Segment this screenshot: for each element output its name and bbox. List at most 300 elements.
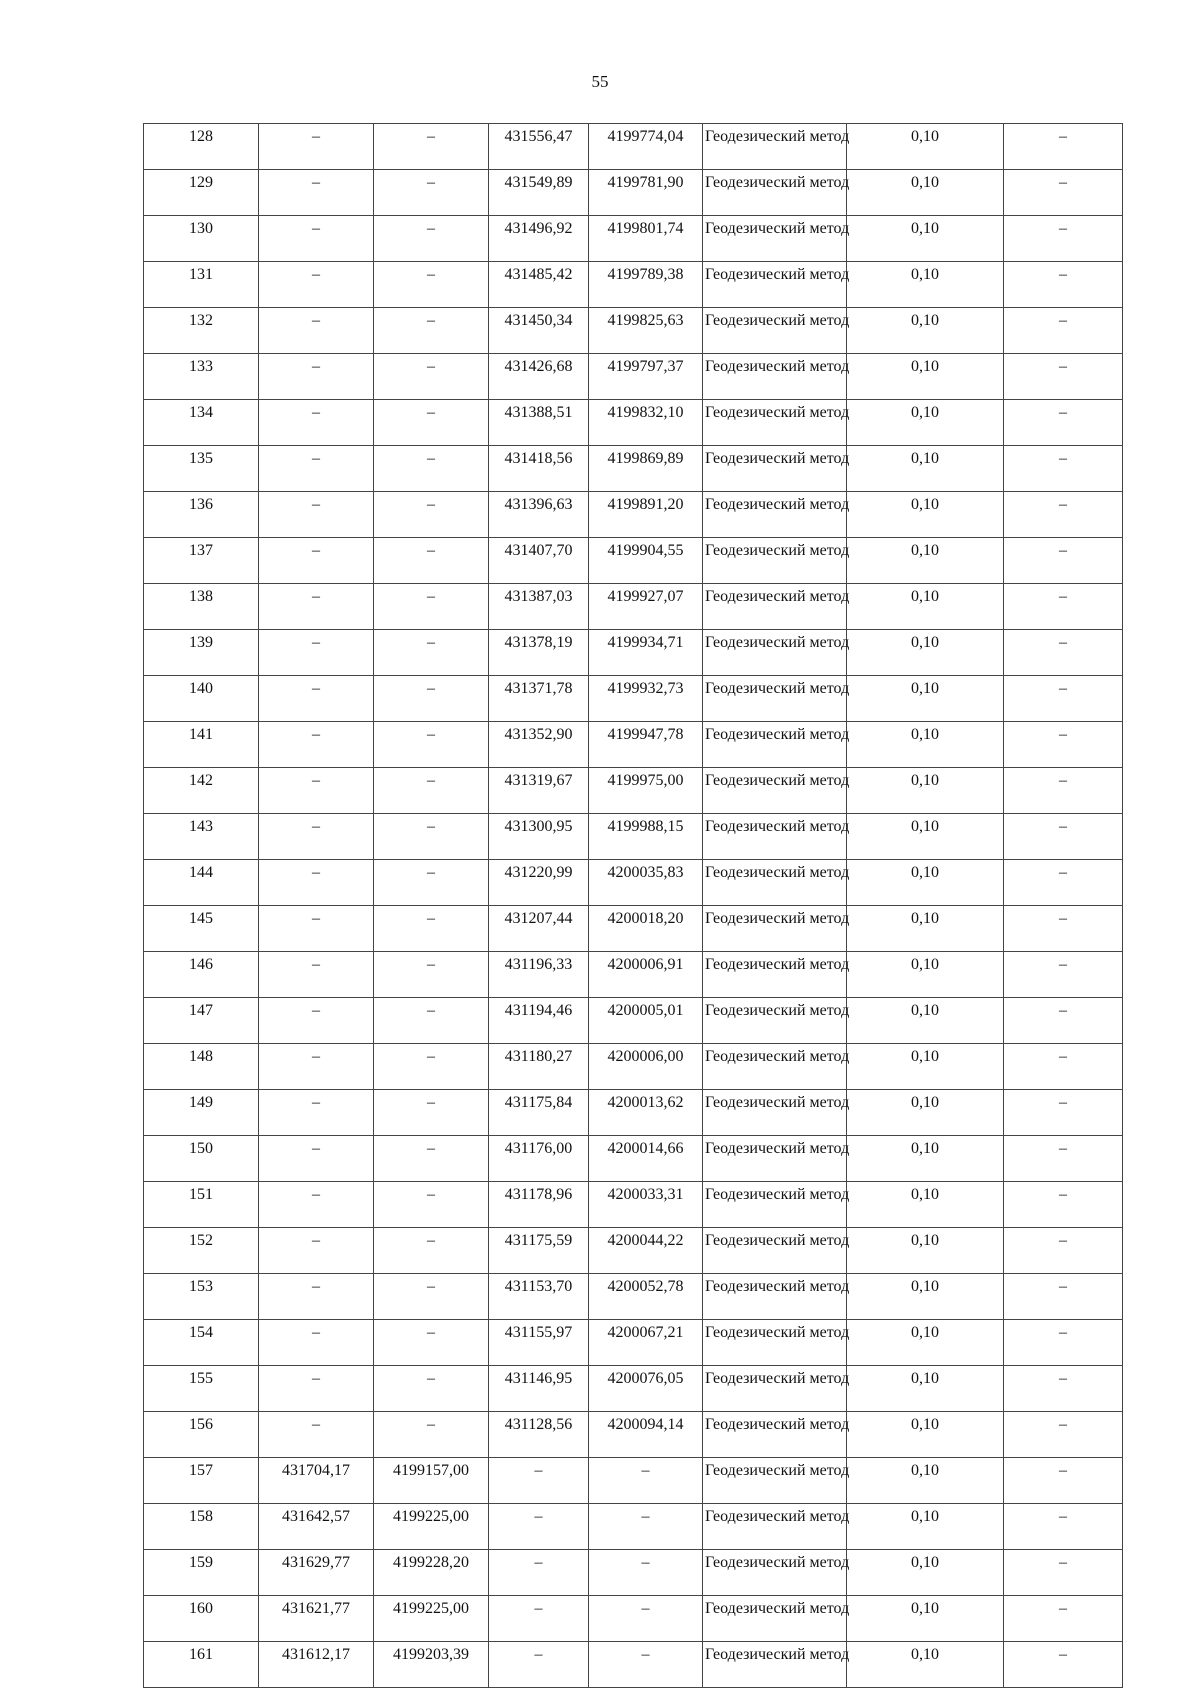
table-row xyxy=(144,308,1123,354)
new-x-cell: 431153,70 xyxy=(489,1274,589,1320)
method-cell: Геодезический метод xyxy=(703,676,847,722)
accuracy-cell: 0,10 xyxy=(847,124,1004,170)
method-cell: Геодезический метод xyxy=(703,492,847,538)
accuracy-cell: 0,10 xyxy=(847,906,1004,952)
note-cell: – xyxy=(1004,262,1123,308)
point-number-cell: 149 xyxy=(144,1090,259,1136)
point-number-cell: 152 xyxy=(144,1228,259,1274)
new-y-cell: 4199947,78 xyxy=(589,722,703,768)
existing-x-cell: – xyxy=(259,124,374,170)
method-cell: Геодезический метод xyxy=(703,1044,847,1090)
existing-x-cell: – xyxy=(259,860,374,906)
table-row xyxy=(144,1090,1123,1136)
point-number-cell: 150 xyxy=(144,1136,259,1182)
accuracy-cell: 0,10 xyxy=(847,262,1004,308)
table-row xyxy=(144,216,1123,262)
existing-x-cell: 431629,77 xyxy=(259,1550,374,1596)
new-y-cell: 4200094,14 xyxy=(589,1412,703,1458)
existing-y-cell: – xyxy=(374,492,489,538)
existing-x-cell: – xyxy=(259,1412,374,1458)
table-row xyxy=(144,1320,1123,1366)
method-cell: Геодезический метод xyxy=(703,170,847,216)
new-x-cell: 431207,44 xyxy=(489,906,589,952)
new-x-cell: 431180,27 xyxy=(489,1044,589,1090)
existing-x-cell: – xyxy=(259,446,374,492)
method-cell: Геодезический метод xyxy=(703,1136,847,1182)
existing-y-cell: – xyxy=(374,768,489,814)
existing-x-cell: – xyxy=(259,1228,374,1274)
existing-y-cell: – xyxy=(374,814,489,860)
existing-y-cell: – xyxy=(374,446,489,492)
existing-y-cell: – xyxy=(374,998,489,1044)
accuracy-cell: 0,10 xyxy=(847,1366,1004,1412)
note-cell: – xyxy=(1004,216,1123,262)
method-cell: Геодезический метод xyxy=(703,1458,847,1504)
table-row xyxy=(144,354,1123,400)
new-y-cell: 4200006,91 xyxy=(589,952,703,998)
new-y-cell: 4200044,22 xyxy=(589,1228,703,1274)
new-y-cell: 4199904,55 xyxy=(589,538,703,584)
existing-y-cell: – xyxy=(374,860,489,906)
existing-y-cell: – xyxy=(374,952,489,998)
existing-x-cell: – xyxy=(259,584,374,630)
note-cell: – xyxy=(1004,584,1123,630)
accuracy-cell: 0,10 xyxy=(847,308,1004,354)
new-y-cell: – xyxy=(589,1504,703,1550)
note-cell: – xyxy=(1004,860,1123,906)
accuracy-cell: 0,10 xyxy=(847,860,1004,906)
table-row xyxy=(144,768,1123,814)
note-cell: – xyxy=(1004,1044,1123,1090)
accuracy-cell: 0,10 xyxy=(847,1412,1004,1458)
table-row xyxy=(144,446,1123,492)
point-number-cell: 160 xyxy=(144,1596,259,1642)
accuracy-cell: 0,10 xyxy=(847,1596,1004,1642)
table-row xyxy=(144,998,1123,1044)
accuracy-cell: 0,10 xyxy=(847,170,1004,216)
existing-x-cell: 431621,77 xyxy=(259,1596,374,1642)
new-x-cell: 431426,68 xyxy=(489,354,589,400)
existing-x-cell: – xyxy=(259,814,374,860)
new-x-cell: – xyxy=(489,1550,589,1596)
new-y-cell: 4199975,00 xyxy=(589,768,703,814)
point-number-cell: 142 xyxy=(144,768,259,814)
existing-x-cell: – xyxy=(259,492,374,538)
accuracy-cell: 0,10 xyxy=(847,1274,1004,1320)
accuracy-cell: 0,10 xyxy=(847,722,1004,768)
new-x-cell: 431352,90 xyxy=(489,722,589,768)
method-cell: Геодезический метод xyxy=(703,722,847,768)
method-cell: Геодезический метод xyxy=(703,216,847,262)
note-cell: – xyxy=(1004,400,1123,446)
method-cell: Геодезический метод xyxy=(703,1320,847,1366)
new-x-cell: 431556,47 xyxy=(489,124,589,170)
accuracy-cell: 0,10 xyxy=(847,1550,1004,1596)
note-cell: – xyxy=(1004,814,1123,860)
accuracy-cell: 0,10 xyxy=(847,446,1004,492)
accuracy-cell: 0,10 xyxy=(847,630,1004,676)
new-y-cell: 4199832,10 xyxy=(589,400,703,446)
accuracy-cell: 0,10 xyxy=(847,538,1004,584)
new-y-cell: 4200013,62 xyxy=(589,1090,703,1136)
existing-y-cell: – xyxy=(374,124,489,170)
new-y-cell: – xyxy=(589,1596,703,1642)
note-cell: – xyxy=(1004,1274,1123,1320)
existing-x-cell: – xyxy=(259,170,374,216)
existing-y-cell: – xyxy=(374,1366,489,1412)
new-y-cell: 4200014,66 xyxy=(589,1136,703,1182)
new-x-cell: 431175,59 xyxy=(489,1228,589,1274)
point-number-cell: 141 xyxy=(144,722,259,768)
new-x-cell: – xyxy=(489,1596,589,1642)
existing-y-cell: – xyxy=(374,1274,489,1320)
table-row xyxy=(144,1550,1123,1596)
table-row xyxy=(144,1182,1123,1228)
new-y-cell: 4200067,21 xyxy=(589,1320,703,1366)
method-cell: Геодезический метод xyxy=(703,860,847,906)
note-cell: – xyxy=(1004,1458,1123,1504)
note-cell: – xyxy=(1004,1182,1123,1228)
point-number-cell: 145 xyxy=(144,906,259,952)
point-number-cell: 157 xyxy=(144,1458,259,1504)
accuracy-cell: 0,10 xyxy=(847,216,1004,262)
accuracy-cell: 0,10 xyxy=(847,676,1004,722)
method-cell: Геодезический метод xyxy=(703,124,847,170)
note-cell: – xyxy=(1004,1366,1123,1412)
new-y-cell: 4200052,78 xyxy=(589,1274,703,1320)
accuracy-cell: 0,10 xyxy=(847,1182,1004,1228)
accuracy-cell: 0,10 xyxy=(847,952,1004,998)
method-cell: Геодезический метод xyxy=(703,1274,847,1320)
point-number-cell: 158 xyxy=(144,1504,259,1550)
note-cell: – xyxy=(1004,768,1123,814)
table-row xyxy=(144,262,1123,308)
existing-y-cell: – xyxy=(374,1228,489,1274)
existing-x-cell: – xyxy=(259,354,374,400)
point-number-cell: 131 xyxy=(144,262,259,308)
method-cell: Геодезический метод xyxy=(703,1366,847,1412)
note-cell: – xyxy=(1004,124,1123,170)
point-number-cell: 128 xyxy=(144,124,259,170)
existing-x-cell: – xyxy=(259,952,374,998)
existing-x-cell: – xyxy=(259,1320,374,1366)
table-body xyxy=(144,124,1123,1688)
table-row xyxy=(144,1136,1123,1182)
method-cell: Геодезический метод xyxy=(703,262,847,308)
table-row xyxy=(144,1366,1123,1412)
new-y-cell: 4199869,89 xyxy=(589,446,703,492)
new-y-cell: 4200076,05 xyxy=(589,1366,703,1412)
note-cell: – xyxy=(1004,1320,1123,1366)
point-number-cell: 143 xyxy=(144,814,259,860)
existing-y-cell: – xyxy=(374,400,489,446)
method-cell: Геодезический метод xyxy=(703,308,847,354)
point-number-cell: 151 xyxy=(144,1182,259,1228)
new-x-cell: 431175,84 xyxy=(489,1090,589,1136)
new-y-cell: 4199789,38 xyxy=(589,262,703,308)
new-x-cell: 431496,92 xyxy=(489,216,589,262)
method-cell: Геодезический метод xyxy=(703,1550,847,1596)
new-x-cell: – xyxy=(489,1642,589,1688)
note-cell: – xyxy=(1004,1642,1123,1688)
point-number-cell: 138 xyxy=(144,584,259,630)
note-cell: – xyxy=(1004,1504,1123,1550)
table-row xyxy=(144,124,1123,170)
table-row xyxy=(144,400,1123,446)
new-x-cell: 431178,96 xyxy=(489,1182,589,1228)
accuracy-cell: 0,10 xyxy=(847,814,1004,860)
existing-x-cell: – xyxy=(259,1044,374,1090)
existing-x-cell: – xyxy=(259,906,374,952)
method-cell: Геодезический метод xyxy=(703,400,847,446)
new-x-cell: 431176,00 xyxy=(489,1136,589,1182)
existing-x-cell: – xyxy=(259,722,374,768)
point-number-cell: 140 xyxy=(144,676,259,722)
point-number-cell: 129 xyxy=(144,170,259,216)
existing-y-cell: – xyxy=(374,722,489,768)
existing-y-cell: 4199225,00 xyxy=(374,1596,489,1642)
existing-y-cell: 4199157,00 xyxy=(374,1458,489,1504)
new-x-cell: 431146,95 xyxy=(489,1366,589,1412)
point-number-cell: 153 xyxy=(144,1274,259,1320)
new-x-cell: 431450,34 xyxy=(489,308,589,354)
existing-y-cell: – xyxy=(374,262,489,308)
method-cell: Геодезический метод xyxy=(703,998,847,1044)
note-cell: – xyxy=(1004,1228,1123,1274)
accuracy-cell: 0,10 xyxy=(847,768,1004,814)
note-cell: – xyxy=(1004,354,1123,400)
existing-y-cell: – xyxy=(374,1090,489,1136)
existing-y-cell: – xyxy=(374,216,489,262)
note-cell: – xyxy=(1004,446,1123,492)
accuracy-cell: 0,10 xyxy=(847,1642,1004,1688)
page-number: 55 xyxy=(591,72,609,91)
note-cell: – xyxy=(1004,538,1123,584)
existing-y-cell: – xyxy=(374,1136,489,1182)
new-x-cell: 431196,33 xyxy=(489,952,589,998)
new-x-cell: 431388,51 xyxy=(489,400,589,446)
new-x-cell: – xyxy=(489,1458,589,1504)
point-number-cell: 147 xyxy=(144,998,259,1044)
existing-x-cell: – xyxy=(259,308,374,354)
table-row xyxy=(144,1642,1123,1688)
note-cell: – xyxy=(1004,170,1123,216)
method-cell: Геодезический метод xyxy=(703,446,847,492)
new-y-cell: 4200018,20 xyxy=(589,906,703,952)
new-x-cell: 431371,78 xyxy=(489,676,589,722)
table-row xyxy=(144,492,1123,538)
method-cell: Геодезический метод xyxy=(703,1090,847,1136)
accuracy-cell: 0,10 xyxy=(847,1320,1004,1366)
accuracy-cell: 0,10 xyxy=(847,1136,1004,1182)
existing-x-cell: 431612,17 xyxy=(259,1642,374,1688)
new-y-cell: 4199797,37 xyxy=(589,354,703,400)
note-cell: – xyxy=(1004,308,1123,354)
existing-x-cell: – xyxy=(259,1274,374,1320)
table-row xyxy=(144,538,1123,584)
existing-y-cell: – xyxy=(374,906,489,952)
existing-x-cell: – xyxy=(259,676,374,722)
existing-y-cell: – xyxy=(374,170,489,216)
method-cell: Геодезический метод xyxy=(703,584,847,630)
accuracy-cell: 0,10 xyxy=(847,400,1004,446)
point-number-cell: 136 xyxy=(144,492,259,538)
point-number-cell: 134 xyxy=(144,400,259,446)
accuracy-cell: 0,10 xyxy=(847,1044,1004,1090)
new-y-cell: 4199801,74 xyxy=(589,216,703,262)
table-row xyxy=(144,584,1123,630)
existing-y-cell: – xyxy=(374,676,489,722)
point-number-cell: 161 xyxy=(144,1642,259,1688)
new-x-cell: 431220,99 xyxy=(489,860,589,906)
note-cell: – xyxy=(1004,952,1123,998)
table-row xyxy=(144,906,1123,952)
existing-x-cell: – xyxy=(259,1090,374,1136)
new-x-cell: – xyxy=(489,1504,589,1550)
new-y-cell: 4199927,07 xyxy=(589,584,703,630)
accuracy-cell: 0,10 xyxy=(847,354,1004,400)
table-row xyxy=(144,1274,1123,1320)
existing-y-cell: – xyxy=(374,1412,489,1458)
method-cell: Геодезический метод xyxy=(703,538,847,584)
new-x-cell: 431407,70 xyxy=(489,538,589,584)
point-number-cell: 135 xyxy=(144,446,259,492)
point-number-cell: 148 xyxy=(144,1044,259,1090)
table-row xyxy=(144,1412,1123,1458)
existing-y-cell: – xyxy=(374,1044,489,1090)
method-cell: Геодезический метод xyxy=(703,1412,847,1458)
note-cell: – xyxy=(1004,906,1123,952)
existing-y-cell: – xyxy=(374,1182,489,1228)
existing-x-cell: – xyxy=(259,768,374,814)
note-cell: – xyxy=(1004,1550,1123,1596)
note-cell: – xyxy=(1004,998,1123,1044)
existing-y-cell: 4199228,20 xyxy=(374,1550,489,1596)
new-x-cell: 431300,95 xyxy=(489,814,589,860)
new-x-cell: 431396,63 xyxy=(489,492,589,538)
table-row xyxy=(144,1044,1123,1090)
method-cell: Геодезический метод xyxy=(703,768,847,814)
new-x-cell: 431128,56 xyxy=(489,1412,589,1458)
accuracy-cell: 0,10 xyxy=(847,1458,1004,1504)
point-number-cell: 156 xyxy=(144,1412,259,1458)
accuracy-cell: 0,10 xyxy=(847,584,1004,630)
table-row xyxy=(144,814,1123,860)
existing-y-cell: 4199203,39 xyxy=(374,1642,489,1688)
note-cell: – xyxy=(1004,1090,1123,1136)
existing-x-cell: 431642,57 xyxy=(259,1504,374,1550)
new-y-cell: 4200035,83 xyxy=(589,860,703,906)
point-number-cell: 137 xyxy=(144,538,259,584)
method-cell: Геодезический метод xyxy=(703,1228,847,1274)
existing-y-cell: – xyxy=(374,308,489,354)
point-number-cell: 133 xyxy=(144,354,259,400)
existing-x-cell: – xyxy=(259,538,374,584)
new-x-cell: 431319,67 xyxy=(489,768,589,814)
note-cell: – xyxy=(1004,1412,1123,1458)
table-row xyxy=(144,1458,1123,1504)
existing-x-cell: – xyxy=(259,1136,374,1182)
new-y-cell: 4199774,04 xyxy=(589,124,703,170)
new-x-cell: 431378,19 xyxy=(489,630,589,676)
method-cell: Геодезический метод xyxy=(703,354,847,400)
note-cell: – xyxy=(1004,1136,1123,1182)
method-cell: Геодезический метод xyxy=(703,906,847,952)
table-row xyxy=(144,1228,1123,1274)
note-cell: – xyxy=(1004,676,1123,722)
new-y-cell: – xyxy=(589,1550,703,1596)
existing-x-cell: – xyxy=(259,262,374,308)
point-number-cell: 132 xyxy=(144,308,259,354)
new-x-cell: 431194,46 xyxy=(489,998,589,1044)
new-y-cell: – xyxy=(589,1458,703,1504)
accuracy-cell: 0,10 xyxy=(847,1504,1004,1550)
method-cell: Геодезический метод xyxy=(703,1182,847,1228)
new-y-cell: 4199781,90 xyxy=(589,170,703,216)
new-x-cell: 431549,89 xyxy=(489,170,589,216)
note-cell: – xyxy=(1004,630,1123,676)
new-y-cell: 4200006,00 xyxy=(589,1044,703,1090)
method-cell: Геодезический метод xyxy=(703,952,847,998)
existing-y-cell: 4199225,00 xyxy=(374,1504,489,1550)
existing-y-cell: – xyxy=(374,584,489,630)
accuracy-cell: 0,10 xyxy=(847,998,1004,1044)
method-cell: Геодезический метод xyxy=(703,630,847,676)
existing-y-cell: – xyxy=(374,354,489,400)
point-number-cell: 139 xyxy=(144,630,259,676)
existing-x-cell: 431704,17 xyxy=(259,1458,374,1504)
new-x-cell: 431485,42 xyxy=(489,262,589,308)
new-x-cell: 431387,03 xyxy=(489,584,589,630)
existing-x-cell: – xyxy=(259,216,374,262)
accuracy-cell: 0,10 xyxy=(847,1228,1004,1274)
new-y-cell: – xyxy=(589,1642,703,1688)
point-number-cell: 146 xyxy=(144,952,259,998)
table-row xyxy=(144,860,1123,906)
new-y-cell: 4199988,15 xyxy=(589,814,703,860)
method-cell: Геодезический метод xyxy=(703,814,847,860)
method-cell: Геодезический метод xyxy=(703,1642,847,1688)
new-y-cell: 4199825,63 xyxy=(589,308,703,354)
coordinates-table xyxy=(143,123,1123,1688)
existing-x-cell: – xyxy=(259,400,374,446)
existing-y-cell: – xyxy=(374,630,489,676)
new-y-cell: 4200005,01 xyxy=(589,998,703,1044)
method-cell: Геодезический метод xyxy=(703,1596,847,1642)
point-number-cell: 159 xyxy=(144,1550,259,1596)
note-cell: – xyxy=(1004,1596,1123,1642)
table-row xyxy=(144,630,1123,676)
new-y-cell: 4200033,31 xyxy=(589,1182,703,1228)
point-number-cell: 154 xyxy=(144,1320,259,1366)
point-number-cell: 130 xyxy=(144,216,259,262)
accuracy-cell: 0,10 xyxy=(847,492,1004,538)
table-row xyxy=(144,722,1123,768)
point-number-cell: 155 xyxy=(144,1366,259,1412)
existing-y-cell: – xyxy=(374,538,489,584)
new-y-cell: 4199932,73 xyxy=(589,676,703,722)
existing-y-cell: – xyxy=(374,1320,489,1366)
note-cell: – xyxy=(1004,722,1123,768)
table-row xyxy=(144,1596,1123,1642)
point-number-cell: 144 xyxy=(144,860,259,906)
table-row xyxy=(144,1504,1123,1550)
new-y-cell: 4199891,20 xyxy=(589,492,703,538)
accuracy-cell: 0,10 xyxy=(847,1090,1004,1136)
table-row xyxy=(144,952,1123,998)
existing-x-cell: – xyxy=(259,1182,374,1228)
new-y-cell: 4199934,71 xyxy=(589,630,703,676)
